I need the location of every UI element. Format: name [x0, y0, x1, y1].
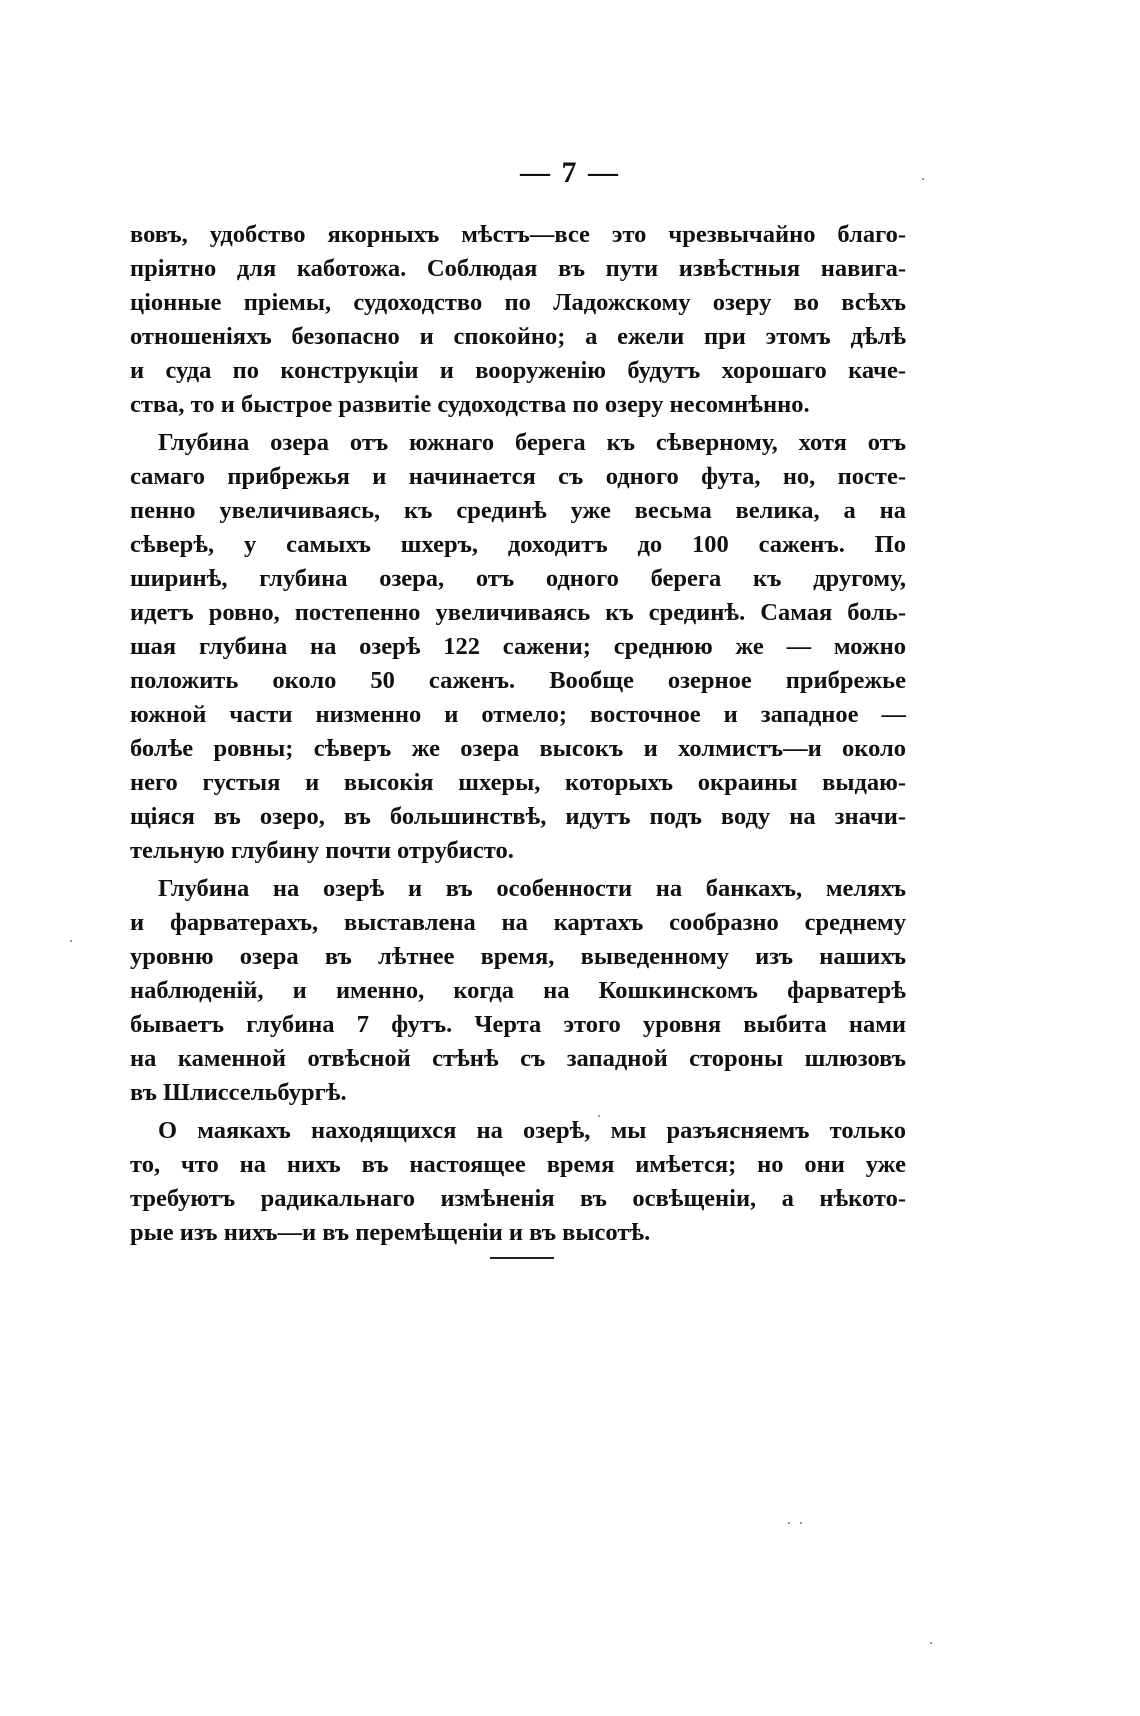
text-line: ціонные пріемы, судоходство по Ладожскому озеру во всѣхъ	[130, 289, 906, 316]
text-line: него густыя и высокія шхеры, которыхъ окраины выдаю-	[130, 769, 906, 796]
paper-speck	[930, 1642, 932, 1644]
section-end-rule	[490, 1257, 554, 1259]
text-line: ства, то и быстрое развитіе судоходства по озеру несомнѣнно.	[130, 391, 810, 418]
text-line: бываетъ глубина 7 футъ. Черта этого уровня выбита нами	[130, 1011, 906, 1038]
paper-speck	[800, 1522, 802, 1524]
text-line: и суда по конструкціи и вооруженію будутъ хорошаго каче-	[130, 357, 906, 384]
text-line: пенно увеличиваясь, къ срединѣ уже весьма велика, а на	[130, 497, 906, 524]
text-line: пріятно для каботожа. Соблюдая въ пути извѣстныя навига-	[130, 255, 906, 282]
text-line: самаго прибрежья и начинается съ одного фута, но, посте-	[130, 463, 906, 490]
paper-speck	[598, 1115, 600, 1117]
page-number: — 7 —	[520, 156, 620, 189]
text-line: Глубина на озерѣ и въ особенности на банкахъ, меляхъ	[158, 875, 906, 902]
text-line: положить около 50 саженъ. Вообще озерное прибрежье	[130, 667, 906, 694]
text-line: въ Шлиссельбургѣ.	[130, 1079, 347, 1106]
text-line: щіяся въ озеро, въ большинствѣ, идутъ подъ воду на значи-	[130, 803, 906, 830]
text-line: рые изъ нихъ—и въ перемѣщеніи и въ высотѣ.	[130, 1219, 651, 1246]
paragraph-4	[130, 1114, 906, 1250]
text-line: ширинѣ, глубина озера, отъ одного берега къ другому,	[130, 565, 906, 592]
text-line: южной части низменно и отмело; восточное и западное —	[130, 701, 906, 728]
text-line: сѣверѣ, у самыхъ шхеръ, доходитъ до 100 саженъ. По	[130, 531, 906, 558]
paper-speck	[70, 940, 72, 942]
text-line: отношеніяхъ безопасно и спокойно; а ежели при этомъ дѣлѣ	[130, 323, 906, 350]
text-line: болѣе ровны; сѣверъ же озера высокъ и холмистъ—и около	[130, 735, 906, 762]
paper-speck	[788, 1522, 790, 1524]
text-line: требуютъ радикальнаго измѣненія въ освѣщеніи, а нѣкото-	[130, 1185, 906, 1212]
text-line: О маякахъ находящихся на озерѣ, мы разъясняемъ только	[158, 1117, 906, 1144]
text-line: идетъ ровно, постепенно увеличиваясь къ срединѣ. Самая боль-	[130, 599, 906, 626]
text-line: и фарватерахъ, выставлена на картахъ сообразно среднему	[130, 909, 906, 936]
text-line: тельную глубину почти отрубисто.	[130, 837, 514, 864]
text-line: то, что на нихъ въ настоящее время имѣется; но они уже	[130, 1151, 906, 1178]
paragraph-3	[130, 872, 906, 1110]
text-line: наблюденій, и именно, когда на Кошкинскомъ фарватерѣ	[130, 977, 906, 1004]
paragraph-2	[130, 426, 906, 868]
paragraph-1	[130, 218, 906, 422]
text-line: на каменной отвѣсной стѣнѣ съ западной стороны шлюзовъ	[130, 1045, 906, 1072]
text-line: Глубина озера отъ южнаго берега къ сѣверному, хотя отъ	[158, 429, 906, 456]
text-line: уровню озера въ лѣтнее время, выведенному изъ нашихъ	[130, 943, 906, 970]
paper-speck	[922, 178, 924, 180]
body-text	[130, 218, 906, 1250]
text-line: вовъ, удобство якорныхъ мѣстъ—все это чрезвычайно благо-	[130, 221, 906, 248]
text-line: шая глубина на озерѣ 122 сажени; среднюю же — можно	[130, 633, 906, 660]
